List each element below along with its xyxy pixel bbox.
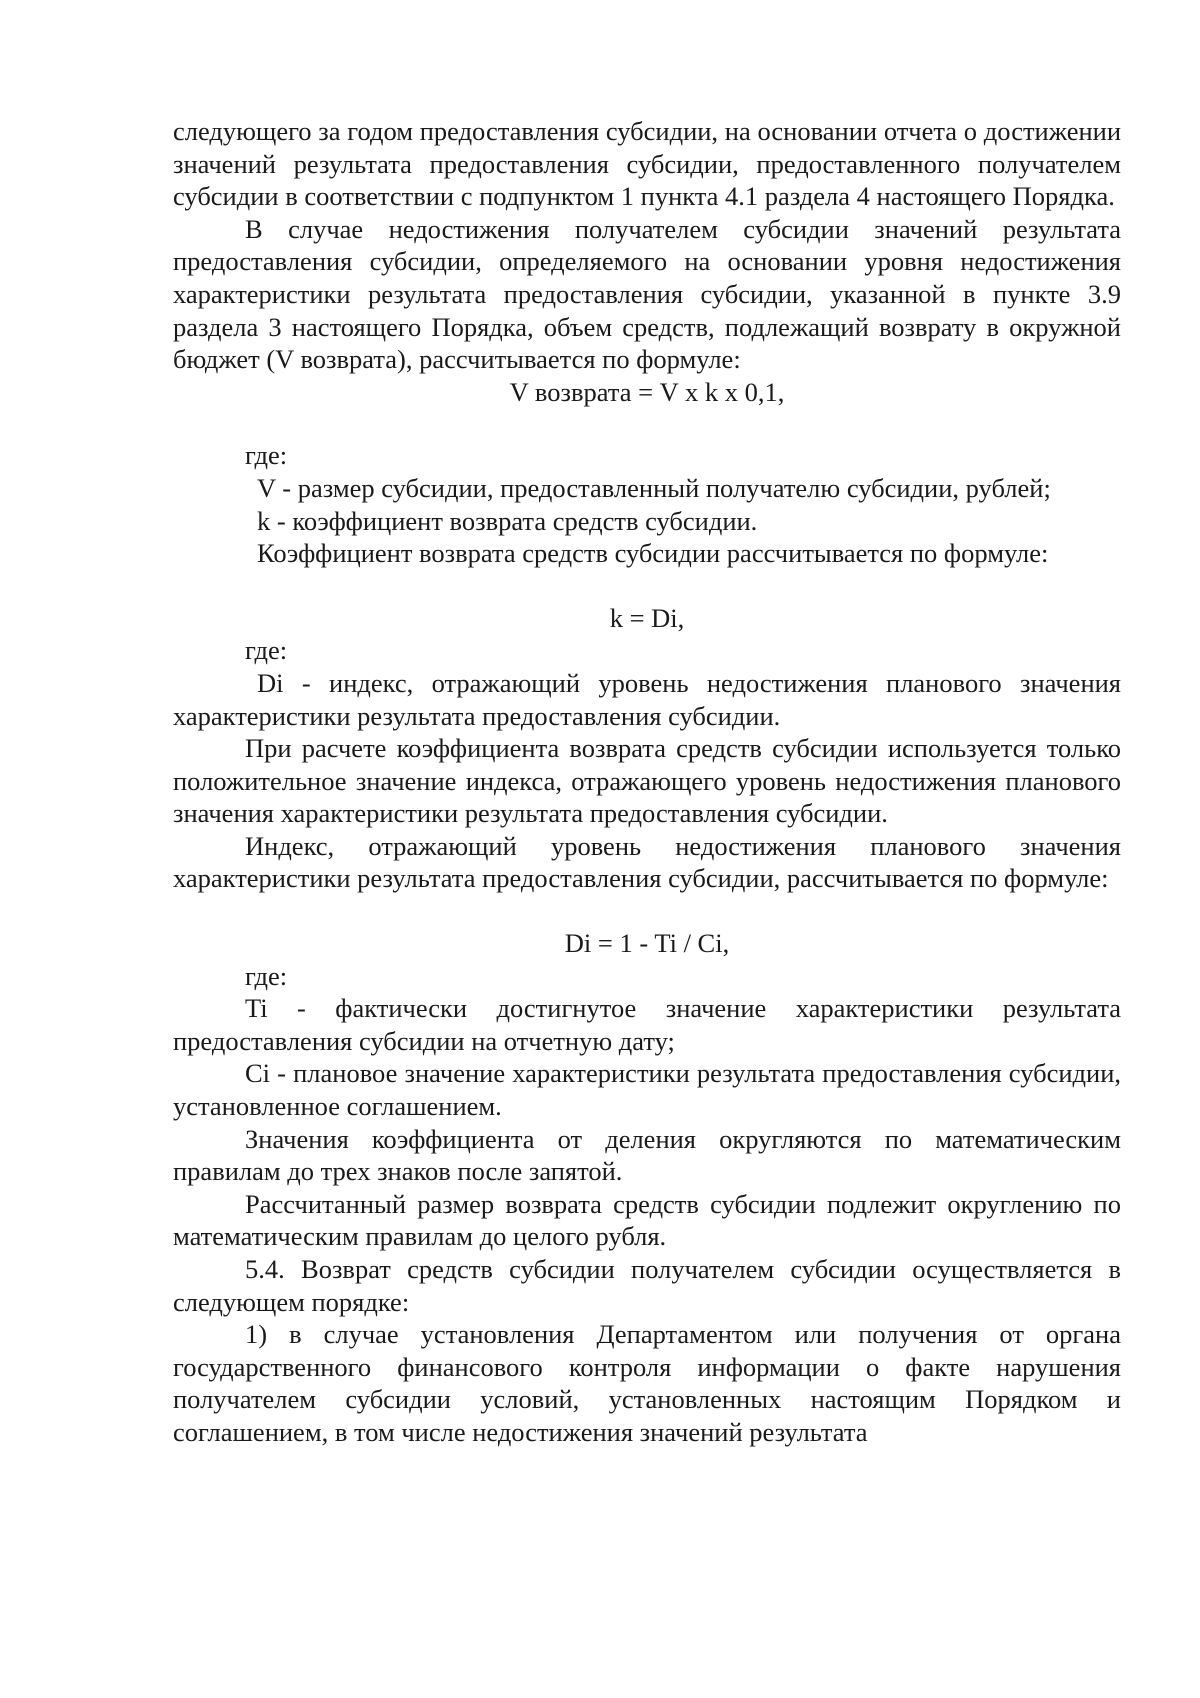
paragraph-rounding-coefficient: Значения коэффициента от деления округляются по математическим правилам до трех знаков после запятой. [173,1123,1121,1187]
spacer [173,408,1121,439]
formula-v-return: V возврата = V x k x 0,1, [509,376,785,407]
definition-ci: Ci - плановое значение характеристики результата предоставления субсидии, установленное соглашением. [173,1058,1121,1122]
spacer [173,895,1121,927]
paragraph-section-5-4: 5.4. Возврат средств субсидии получателем субсидии осуществляется в следующем порядке: [173,1254,1121,1317]
definition-v: V - размер субсидии, предоставленный получателю субсидии, рублей; [257,472,1051,503]
paragraph-rounding-return: Рассчитанный размер возврата средств субсидии подлежит округлению по математическим правилам до целого рубля. [173,1188,1121,1252]
paragraph-return-condition: В случае недостижения получателем субсидии значений результата предоставления субсидии, определяемого на основании уровня недостижения характеристики результата предоставления субсидии, указанной в пункте 3.9 раздела 3 настоящего Порядка, объем средств, подлежащий возврату в окружной бюджет (V возврата), рассчитывается по формуле: [173,213,1121,375]
definition-k: k - коэффициент возврата средств субсидии. [257,505,758,536]
where-label: где: [245,635,288,666]
where-label: где: [245,440,288,471]
paragraph-item-1: 1) в случае установления Департаментом или получения от органа государственного финансового контроля информации о факте нарушения получателем субсидии условий, установленных настоящим Порядком и соглашением, в том числе недостижения значений результата [173,1319,1121,1447]
paragraph-index-formula-intro: Индекс, отражающий уровень недостижения планового значения характеристики результата предоставления субсидии, рассчитывается по формуле: [173,830,1121,894]
document-page [173,115,1121,1449]
paragraph-k-formula-intro: Коэффициент возврата средств субсидии рассчитывается по формуле: [257,538,1049,569]
definition-ti: Ti - фактически достигнутое значение характеристики результата предоставления субсидии на отчетную дату; [173,993,1121,1056]
definition-di: Di - индекс, отражающий уровень недостижения планового значения характеристики результата предоставления субсидии. [173,667,1121,731]
formula-di: Di = 1 - Ti / Ci, [564,928,730,959]
paragraph-continuation: следующего за годом предоставления субсидии, на основании отчета о достижении значений результата предоставления субсидии, предоставленного получателем субсидии в соответствии с подпунктом 1 пункта 4.1 раздела 4 настоящего Порядка. [173,116,1121,212]
where-label: где: [245,960,288,991]
formula-k: k = Di, [609,602,685,633]
spacer [173,570,1121,602]
paragraph-positive-index: При расчете коэффициента возврата средств субсидии используется только положительное значение индекса, отражающего уровень недостижения планового значения характеристики результата предоставления субсидии. [173,733,1121,829]
